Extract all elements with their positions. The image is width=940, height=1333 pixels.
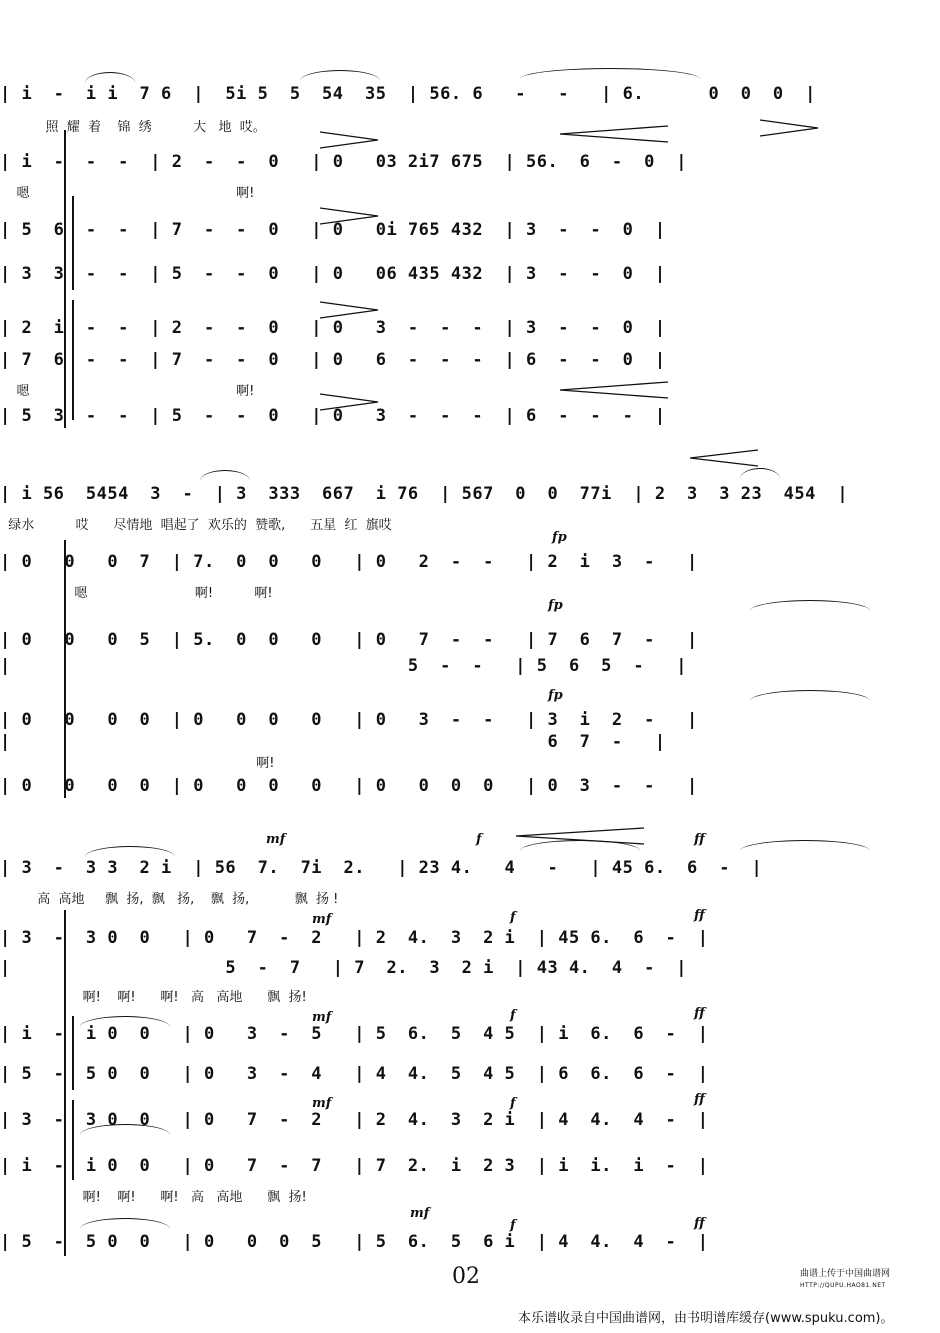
crescendo-hairpin xyxy=(690,448,760,468)
score-row: | 3 - 3 0 0 | 0 7 - 2 | 2 4. 3 2 i | 4 4. 4 - | xyxy=(0,1110,709,1130)
slur xyxy=(740,840,870,851)
score-row: | 0 0 0 0 | 0 0 0 0 | 0 3 - - | 3 i 2 - | xyxy=(0,710,698,730)
decrescendo-hairpin xyxy=(320,392,380,412)
dynamic-mark: ff xyxy=(694,1216,705,1231)
dynamic-mark: ff xyxy=(694,1006,705,1021)
lyric-row: 嗯 啊! xyxy=(0,186,255,201)
score-row: | 5 3 - - | 5 - - 0 | 0 3 - - - | 6 - - - | xyxy=(0,406,666,426)
lyric-row: 啊! 啊! 啊! 高 高地 飘 扬! xyxy=(0,990,307,1005)
dynamic-mark: fp xyxy=(548,688,563,703)
lyric-row: 啊! 啊! 啊! 高 高地 飘 扬! xyxy=(0,1190,307,1205)
stamp-line: 曲谱上传于中国曲谱网 xyxy=(800,1269,891,1279)
dynamic-mark: f xyxy=(510,1096,516,1111)
dynamic-mark: ff xyxy=(694,908,705,923)
lyric-row: 嗯 啊! xyxy=(0,384,255,399)
score-row: | 0 0 0 7 | 7. 0 0 0 | 0 2 - - | 2 i 3 - | xyxy=(0,552,698,572)
score-row: | 5 6 - - | 7 - - 0 | 0 0i 765 432 | 3 - - 0 | xyxy=(0,220,666,240)
dynamic-mark: mf xyxy=(410,1206,430,1221)
score-row: | 5 - 7 | 7 2. 3 2 i | 43 4. 4 - | xyxy=(0,958,688,978)
slur xyxy=(300,70,380,81)
crescendo-hairpin xyxy=(560,380,670,400)
crescendo-hairpin xyxy=(516,826,646,846)
dynamic-mark: mf xyxy=(266,832,286,847)
score-row: | 6 7 - | xyxy=(0,732,666,752)
score-row: | 3 - 3 3 2 i | 56 7. 7i 2. | 23 4. 4 - | 45 6. 6 - | xyxy=(0,858,763,878)
dynamic-mark: ff xyxy=(694,832,705,847)
slur xyxy=(85,846,175,857)
slur xyxy=(750,600,870,611)
page-number: 02 xyxy=(452,1264,480,1289)
score-row: | i - - - | 2 - - 0 | 0 03 2i7 675 | 56. 6 - 0 | xyxy=(0,152,688,172)
lyric-row: 啊! xyxy=(0,756,275,771)
score-row: | 0 0 0 5 | 5. 0 0 0 | 0 7 - - | 7 6 7 - | xyxy=(0,630,698,650)
score-row: | 3 3 - - | 5 - - 0 | 0 06 435 432 | 3 - - 0 | xyxy=(0,264,666,284)
slur xyxy=(750,690,870,701)
dynamic-mark: fp xyxy=(548,598,563,613)
dynamic-mark: f xyxy=(510,1218,516,1233)
dynamic-mark: fp xyxy=(552,530,567,545)
slur xyxy=(200,470,250,481)
slur xyxy=(740,468,780,479)
score-row: | i - i 0 0 | 0 3 - 5 | 5 6. 5 4 5 | i 6. 6 - | xyxy=(0,1024,709,1044)
dynamic-mark: f xyxy=(510,1008,516,1023)
footer-note: 本乐谱收录自中国曲谱网，由书明谱库缓存(www.spuku.com)。 xyxy=(518,1311,894,1326)
watermark-stamp xyxy=(800,1269,936,1291)
score-row: | i - i i 7 6 | 5i 5 5 54 35 | 56. 6 - - | 6. 0 0 0 | xyxy=(0,84,816,104)
dynamic-mark: mf xyxy=(312,912,332,927)
dynamic-mark: f xyxy=(476,832,482,847)
score-row: | i 56 5454 3 - | 3 333 667 i 76 | 567 0 0 77i | 2 3 3 23 454 | xyxy=(0,484,849,504)
dynamic-mark: mf xyxy=(312,1010,332,1025)
score-row: | 3 - 3 0 0 | 0 7 - 2 | 2 4. 3 2 i | 45 6. 6 - | xyxy=(0,928,709,948)
slur xyxy=(80,1218,170,1229)
slur xyxy=(520,68,700,79)
score-row: | 5 - 5 0 0 | 0 3 - 4 | 4 4. 5 4 5 | 6 6. 6 - | xyxy=(0,1064,709,1084)
lyric-row: 嗯 啊! 啊! xyxy=(0,586,273,601)
slur xyxy=(85,72,135,83)
decrescendo-hairpin xyxy=(320,130,380,150)
decrescendo-hairpin xyxy=(320,206,380,226)
decrescendo-hairpin xyxy=(760,118,820,138)
score-row: | i - i 0 0 | 0 7 - 7 | 7 2. i 2 3 | i i. i - | xyxy=(0,1156,709,1176)
lyric-row: 照 耀 着 锦 绣 大 地 哎。 xyxy=(0,120,266,135)
decrescendo-hairpin xyxy=(320,300,380,320)
dynamic-mark: f xyxy=(510,910,516,925)
dynamic-mark: mf xyxy=(312,1096,332,1111)
lyric-row: 高 高地 飘 扬, 飘 扬, 飘 扬, 飘 扬 ! xyxy=(0,892,339,907)
dynamic-mark: ff xyxy=(694,1092,705,1107)
score-row: | 2 i - - | 2 - - 0 | 0 3 - - - | 3 - - 0 | xyxy=(0,318,666,338)
lyric-row: 绿水 哎 尽情地 唱起了 欢乐的 赞歌, 五星 红 旗哎 xyxy=(0,518,392,533)
score-row: | 0 0 0 0 | 0 0 0 0 | 0 0 0 0 | 0 3 - - | xyxy=(0,776,698,796)
score-row: | 5 - - | 5 6 5 - | xyxy=(0,656,688,676)
stamp-url: HTTP://QUPU.HAO81.NET xyxy=(800,1282,886,1289)
crescendo-hairpin xyxy=(560,124,670,144)
score-row: | 7 6 - - | 7 - - 0 | 0 6 - - - | 6 - - 0 | xyxy=(0,350,666,370)
score-row: | 5 - 5 0 0 | 0 0 0 5 | 5 6. 5 6 i | 4 4. 4 - | xyxy=(0,1232,709,1252)
